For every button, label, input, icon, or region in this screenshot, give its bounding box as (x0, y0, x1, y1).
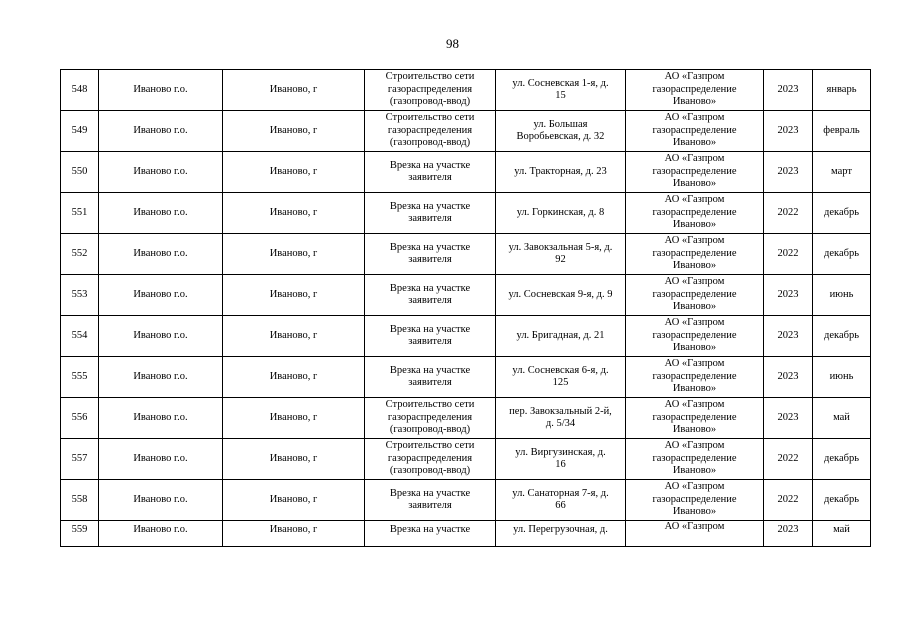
cell-number: 559 (61, 521, 99, 547)
cell-district: Иваново г.о. (99, 398, 223, 439)
cell-district: Иваново г.о. (99, 480, 223, 521)
cell-month: февраль (813, 111, 871, 152)
cell-operator (626, 275, 764, 316)
cell-operator (626, 398, 764, 439)
cell-operator: АО «Газпром (626, 521, 764, 547)
cell-locality: Иваново, г (223, 480, 365, 521)
cell-locality: Иваново, г (223, 275, 365, 316)
cell-district: Иваново г.о. (99, 357, 223, 398)
cell-year: 2022 (764, 439, 813, 480)
cell-year: 2023 (764, 275, 813, 316)
table-row (61, 398, 871, 439)
cell-month: декабрь (813, 439, 871, 480)
cell-locality: Иваново, г (223, 70, 365, 111)
cell-number: 554 (61, 316, 99, 357)
cell-number: 550 (61, 152, 99, 193)
cell-year: 2023 (764, 521, 813, 547)
work-type-text: Врезка на участке заявителя (389, 159, 471, 183)
cell-locality: Иваново, г (223, 357, 365, 398)
table-row-partial (61, 521, 871, 547)
cell-operator (626, 111, 764, 152)
cell-locality: Иваново, г (223, 521, 365, 547)
cell-number: 553 (61, 275, 99, 316)
cell-month: декабрь (813, 480, 871, 521)
cell-address (496, 152, 626, 193)
cell-month: декабрь (813, 316, 871, 357)
cell-year: 2023 (764, 111, 813, 152)
cell-work-type (365, 111, 496, 152)
cell-district: Иваново г.о. (99, 193, 223, 234)
operator-text: АО «Газпром газораспределение Иваново» (652, 399, 737, 436)
cell-address (496, 316, 626, 357)
work-type-text: Строительство сети газораспределения (газопровод-ввод) (385, 440, 475, 477)
cell-district: Иваново г.о. (99, 152, 223, 193)
work-type-text: Строительство сети газораспределения (газопровод-ввод) (385, 71, 475, 108)
table-row (61, 275, 871, 316)
table-row (61, 193, 871, 234)
cell-work-type (365, 398, 496, 439)
cell-operator (626, 439, 764, 480)
cell-work-type (365, 357, 496, 398)
address-text: ул. Сосневская 1-я, д. 15 (512, 77, 609, 101)
cell-month: декабрь (813, 193, 871, 234)
operator-text: АО «Газпром газораспределение Иваново» (652, 235, 737, 272)
address-text: пер. Завокзальный 2-й, д. 5/34 (509, 405, 612, 429)
cell-year: 2023 (764, 316, 813, 357)
address-text: ул. Виргузинская, д. 16 (515, 446, 606, 470)
table-row (61, 234, 871, 275)
cell-year: 2023 (764, 398, 813, 439)
cell-locality: Иваново, г (223, 152, 365, 193)
cell-address (496, 439, 626, 480)
operator-text: АО «Газпром газораспределение Иваново» (652, 440, 737, 477)
address-text: ул. Тракторная, д. 23 (514, 165, 607, 177)
cell-district: Иваново г.о. (99, 316, 223, 357)
operator-text: АО «Газпром газораспределение Иваново» (652, 194, 737, 231)
cell-month: май (813, 398, 871, 439)
cell-work-type (365, 275, 496, 316)
work-type-text: Врезка на участке заявителя (389, 323, 471, 347)
cell-address (496, 357, 626, 398)
cell-locality: Иваново, г (223, 398, 365, 439)
cell-month: июнь (813, 275, 871, 316)
cell-month: июнь (813, 357, 871, 398)
cell-address (496, 480, 626, 521)
cell-work-type (365, 193, 496, 234)
address-text: ул. Санаторная 7-я, д. 66 (512, 487, 609, 511)
cell-district: Иваново г.о. (99, 521, 223, 547)
table-row (61, 316, 871, 357)
work-type-text: Врезка на участке заявителя (389, 241, 471, 265)
operator-text: АО «Газпром газораспределение Иваново» (652, 481, 737, 518)
cell-district: Иваново г.о. (99, 70, 223, 111)
cell-locality: Иваново, г (223, 193, 365, 234)
cell-address (496, 193, 626, 234)
gas-connection-table (60, 69, 871, 547)
cell-number: 548 (61, 70, 99, 111)
cell-district: Иваново г.о. (99, 234, 223, 275)
cell-operator (626, 234, 764, 275)
cell-operator (626, 70, 764, 111)
cell-number: 549 (61, 111, 99, 152)
cell-month: декабрь (813, 234, 871, 275)
work-type-text: Строительство сети газораспределения (газопровод-ввод) (385, 399, 475, 436)
cell-district: Иваново г.о. (99, 111, 223, 152)
cell-work-type (365, 70, 496, 111)
cell-work-type (365, 234, 496, 275)
cell-operator (626, 152, 764, 193)
cell-number: 556 (61, 398, 99, 439)
cell-month: январь (813, 70, 871, 111)
table-row (61, 70, 871, 111)
cell-number: 558 (61, 480, 99, 521)
cell-year: 2022 (764, 234, 813, 275)
operator-text: АО «Газпром газораспределение Иваново» (652, 71, 737, 108)
address-text: ул. Горкинская, д. 8 (516, 206, 605, 218)
operator-text: АО «Газпром газораспределение Иваново» (652, 358, 737, 395)
address-text: ул. Завокзальная 5-я, д. 92 (508, 241, 613, 265)
cell-number: 551 (61, 193, 99, 234)
cell-address (496, 70, 626, 111)
cell-address (496, 234, 626, 275)
cell-month: март (813, 152, 871, 193)
work-type-text: Строительство сети газораспределения (газопровод-ввод) (385, 112, 475, 149)
cell-work-type (365, 480, 496, 521)
cell-address: ул. Перегрузочная, д. (496, 521, 626, 547)
cell-locality: Иваново, г (223, 316, 365, 357)
cell-operator (626, 193, 764, 234)
cell-year: 2023 (764, 70, 813, 111)
address-text: ул. Большая Воробьевская, д. 32 (516, 118, 605, 142)
cell-work-type: Врезка на участке (365, 521, 496, 547)
cell-operator (626, 357, 764, 398)
page-number: 98 (446, 36, 459, 51)
table-row (61, 439, 871, 480)
table-body (61, 70, 871, 547)
address-text: ул. Сосневская 6-я, д. 125 (512, 364, 609, 388)
table-row (61, 480, 871, 521)
operator-text: АО «Газпром газораспределение Иваново» (652, 153, 737, 190)
cell-locality: Иваново, г (223, 111, 365, 152)
cell-operator (626, 480, 764, 521)
table-row (61, 357, 871, 398)
address-text: ул. Сосневская 9-я, д. 9 (508, 288, 613, 300)
cell-month: май (813, 521, 871, 547)
cell-address (496, 111, 626, 152)
cell-number: 552 (61, 234, 99, 275)
cell-year: 2022 (764, 480, 813, 521)
operator-text: АО «Газпром газораспределение Иваново» (652, 276, 737, 313)
cell-work-type (365, 152, 496, 193)
operator-text: АО «Газпром газораспределение Иваново» (652, 317, 737, 354)
work-type-text: Врезка на участке заявителя (389, 200, 471, 224)
work-type-text: Врезка на участке заявителя (389, 364, 471, 388)
cell-year: 2023 (764, 357, 813, 398)
cell-locality: Иваново, г (223, 439, 365, 480)
cell-address (496, 275, 626, 316)
cell-district: Иваново г.о. (99, 439, 223, 480)
operator-text: АО «Газпром газораспределение Иваново» (652, 112, 737, 149)
work-type-text: Врезка на участке заявителя (389, 487, 471, 511)
cell-number: 557 (61, 439, 99, 480)
cell-number: 555 (61, 357, 99, 398)
cell-district: Иваново г.о. (99, 275, 223, 316)
cell-work-type (365, 316, 496, 357)
table-row (61, 111, 871, 152)
table-row (61, 152, 871, 193)
cell-year: 2023 (764, 152, 813, 193)
cell-year: 2022 (764, 193, 813, 234)
cell-locality: Иваново, г (223, 234, 365, 275)
cell-work-type (365, 439, 496, 480)
work-type-text: Врезка на участке заявителя (389, 282, 471, 306)
cell-address (496, 398, 626, 439)
cell-operator (626, 316, 764, 357)
address-text: ул. Бригадная, д. 21 (516, 329, 605, 341)
